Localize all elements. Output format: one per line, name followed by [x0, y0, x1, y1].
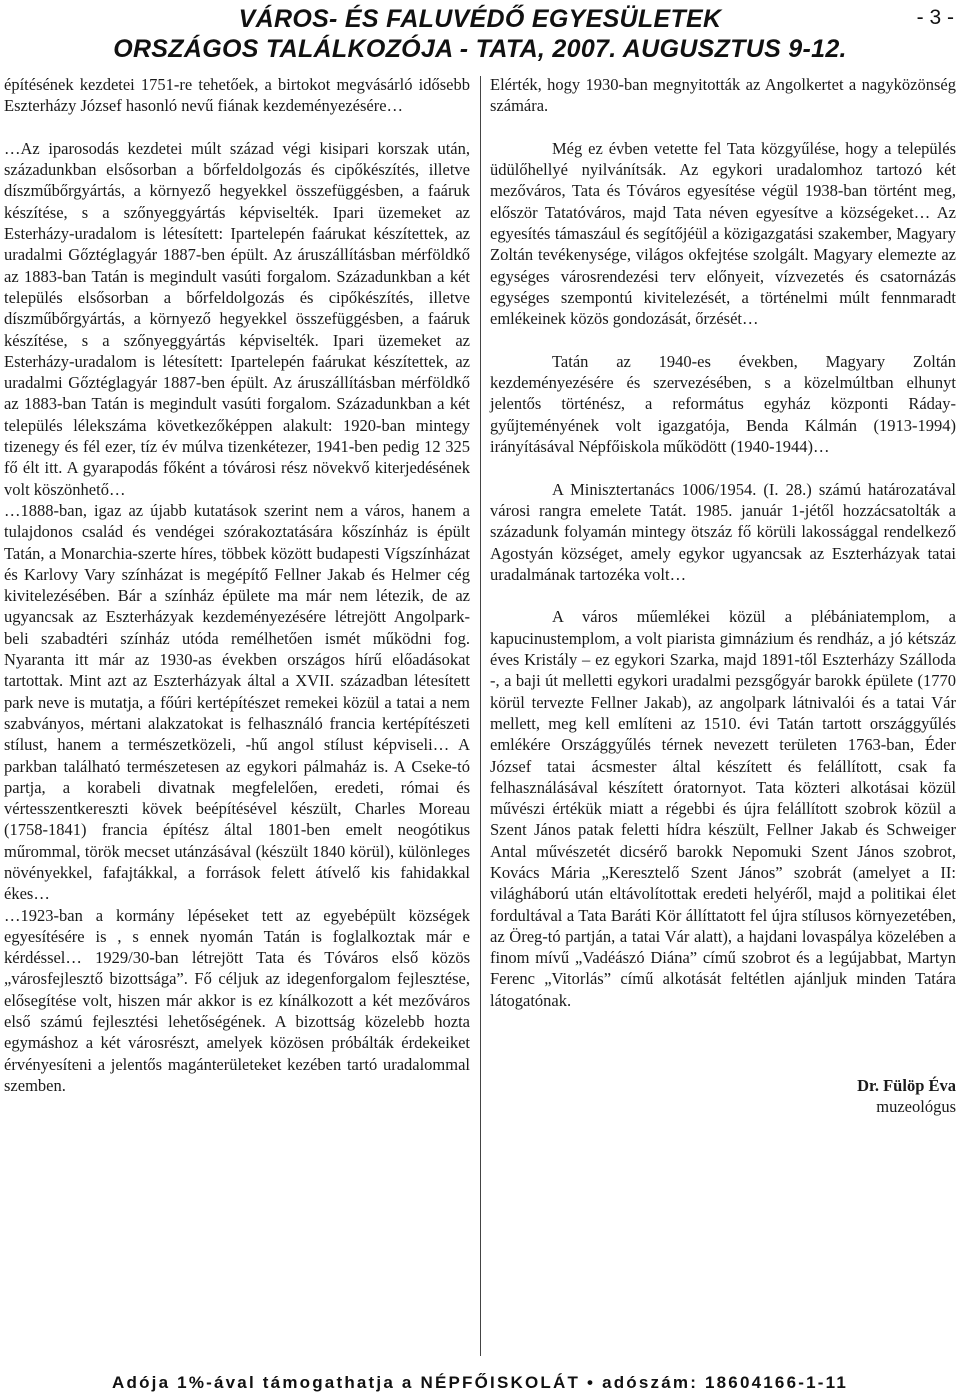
right-paragraph-3: Tatán az 1940-es években, Magyary Zoltán kezdeményezésére és szervezésében, s a közelmúltban elhunyt jelentős történész, a református egyház központi Ráday-gyűjteményének volt igazgatója, Benda Kálmán (1913-1994) irányításával Népfőiskola működött (1940-1944)… [490, 351, 956, 457]
left-paragraph-2: …Az iparosodás kezdetei múlt század végi kisipari korszak után, századunkban elsősorban a bőrfeldolgozás és cipőkészítés, illetve díszműbőrgyártás, a környező hegyekkel összefüggésben, a faáruk készítése, s a szőnyeggyártás képviselték. Ipari üzemeket az Esterházy-uradalom is létesített: Ipartelepén faárukat készítettek, az uradalmi Gőztéglagyár 1887-ben épült. Az áruszállításban mérföldkő az 1883-ban Tatán is megindult vasúti forgalom. Századunkban a két település elsősorban a bőrfeldolgozás és cipőkészítés, illetve díszműbőrgyártás, a környező hegyekkel összefüggésben, a faáruk készítése, s a szőnyeggyártás képviselték. Ipari üzemeket az Esterházy-uradalom is létesített: Ipartelepén faárukat készítettek, az uradalmi Gőztéglagyár 1887-ben épült. Az áruszállításban mérföldkő az 1883-ban Tatán is megindult vasúti forgalom. Századunkban a két település lélekszáma következőképpen alakult: 1920-ban mintegy tizenegy és fél ezer, tíz év múlva tizenkétezer, 1941-ben pedig 12 325 fő élt itt. A gyarapodás főként a tóvárosi rész növekvő kiterjedésének volt köszönhető… [4, 138, 470, 499]
page-number: - 3 - [916, 6, 954, 29]
author-name: Dr. Fülöp Éva [857, 1076, 956, 1096]
right-paragraph-2: Még ez évben vetette fel Tata közgyűlése, hogy a település üdülőhellyé nyilvánítsák. Az egykori uradalomhoz tartozó két mezőváros, Tata és Tóváros egyesítése végül 1938-ban történt meg, először Tatatóváros, majd Tata néven egyesítve a községeket… Az egyesítés támaszául és segítőjéül a közigazgatási szakember, Magyary Zoltán tevékenysége, világos okfejtése szolgált. Magyary elemezte az egységes városrendezési terv előnyeit, vízvezetés és csatornázás egységes szempontú kivitelezését, a történelmi múlt fennmaradt emlékeinek közös gondozását, őrzését… [490, 138, 956, 329]
left-column [4, 74, 470, 1096]
left-paragraph-3: …1888-ban, igaz az újabb kutatások szerint nem a város, hanem a tulajdonos család és vendégei szórakoztatására kőszínház is épült Tatán, a Monarchia-szerte híres, többek között budapesti Vígszínházat és Karlovy Vary színházat is megépítő Fellner Jakab és Helmer cég kivitelezésében. Bár a színház épülete ma már nem létezik, de az ugyancsak az Eszterházyak kezdeményezésére létrejött Angolpark-beli szabadtéri színház utóda remélhetően ismét működni fog. Nyaranta itt már az 1930-as években országos hírű előadásokat tartottak. Mint azt az Eszterházyak által a XVII. században létesített park neve is mutatja, a főúri kertépítészet remekei közül a tatai a nem szabványos, mértani alakzatokat is felhasználó francia kertépítészeti stílust, hanem a természetközeli, -hű angol stílust képviseli… A parkban található természetesen az egykori pálmaház is. A Cseke-tó partja, a korabeli divatnak megfelelően, eredeti, római és vértesszentkereszti kövek beépítésével készült, Charles Moreau (1758-1841) francia építész által 1801-ben emelt neogótikus műrommal, török mecset utánzásával (készült 1840 körül), különleges növényekkel, fafajtákkal, a források felett átívelő kis fahidakkal ékes… [4, 500, 470, 904]
header-title-line2: ORSZÁGOS TALÁLKOZÓJA - TATA, 2007. AUGUSZTUS 9-12. [113, 35, 847, 63]
left-paragraph-4: …1923-ban a kormány lépéseket tett az egyebépült községek egyesítésére is , s ennek nyomán Tatán is foglalkoztak már e kérdéssel… 1929/30-ban létrejött Tata és Tóváros első közös „városfejlesztő bizottsága”. Fő céljuk az idegenforgalom fejlesztése, elősegítése volt, hiszen már akkor is ez kínálkozott a két mezőváros első számú fejlesztési lehetőségének. A bizottság közelebb hozta egymáshoz a két városrészt, amelyek közösen próbálták érdekeiket érvényesíteni a jelentős magánterületeket kezében tartó uradalommal szemben. [4, 905, 470, 1095]
right-column [490, 74, 956, 1118]
page-footer: Adója 1%-ával támogathatja a NÉPFŐISKOLÁT • adószám: 18604166-1-11 [112, 1373, 848, 1392]
signature-block [490, 1075, 956, 1118]
right-paragraph-5: A város műemlékei közül a plébániatemplom, a kapucinustemplom, a volt piarista gimnázium és rendház, a jó kétszáz éves Kristály – ez egykori Szarka, majd 1891-től Eszterházy Szálloda -, a baji út melletti egykori uradalmi pezsgőgyár barokk épülete (1770 körül tervezte Fellner Jakab), az angolpark látnivalói és a tatai Vár mellett, meg kell említeni az 1510. évi Tatán tartott országgyűlés emlékére Országgyűlés térnek nevezett területen 1763-ban, Éder József tatai ácsmester által készített és felállított, csak fa felhasználásával készített óratornyot. Tata közteri alkotásai közül művészi értékük miatt a régebbi és újra felállított szobrok közül a Szent János patak feletti hídra készült, Fellner Jakab és Schweiger Antal művészetét dicsérő barokk Nepomuki Szent János szobrot, Kovács Mária „Keresztelő Szent János” szobrát (amelyet a II: világháború után eltávolítottak eredeti helyéről, majd a politikai élet fordultával a Tata Baráti Kör állíttatott fel újra stílusos környezetében, az Öreg-tó partján, a tatai Vár alatt), a hajdani lovaspálya közelében a finom mívű „Vadéászó Diána” című szobrot és a legújabbat, Martyn Ferenc „Vitorlás” című alkotását feltétlen ajánljuk minden Tatára látogatónak. [490, 607, 956, 1010]
column-divider [480, 76, 481, 1356]
author-role: muzeológus [876, 1097, 956, 1117]
right-paragraph-1: Elérték, hogy 1930-ban megnyitották az Angolkertet a nagyközönség számára. [490, 75, 956, 116]
right-paragraph-4: A Minisztertanács 1006/1954. (I. 28.) számú határozatával városi rangra emelete Tatát. 1985. január 1-jétől hozzácsatolták a századunk folyamán mintegy ötszáz fő körüli lakossággal rendelkező Agostyán községet, amely egykor ugyancsak az Eszterházyak tatai uradalmának tartozéka volt… [490, 479, 956, 584]
header-title-line1: VÁROS- ÉS FALUVÉDŐ EGYESÜLETEK [238, 5, 722, 33]
page-header [0, 0, 960, 72]
left-paragraph-1: építésének kezdetei 1751-re tehetőek, a birtokot megvásárló idősebb Eszterházy József hasonló nevű fiának kezdeményezésére… [4, 75, 470, 116]
